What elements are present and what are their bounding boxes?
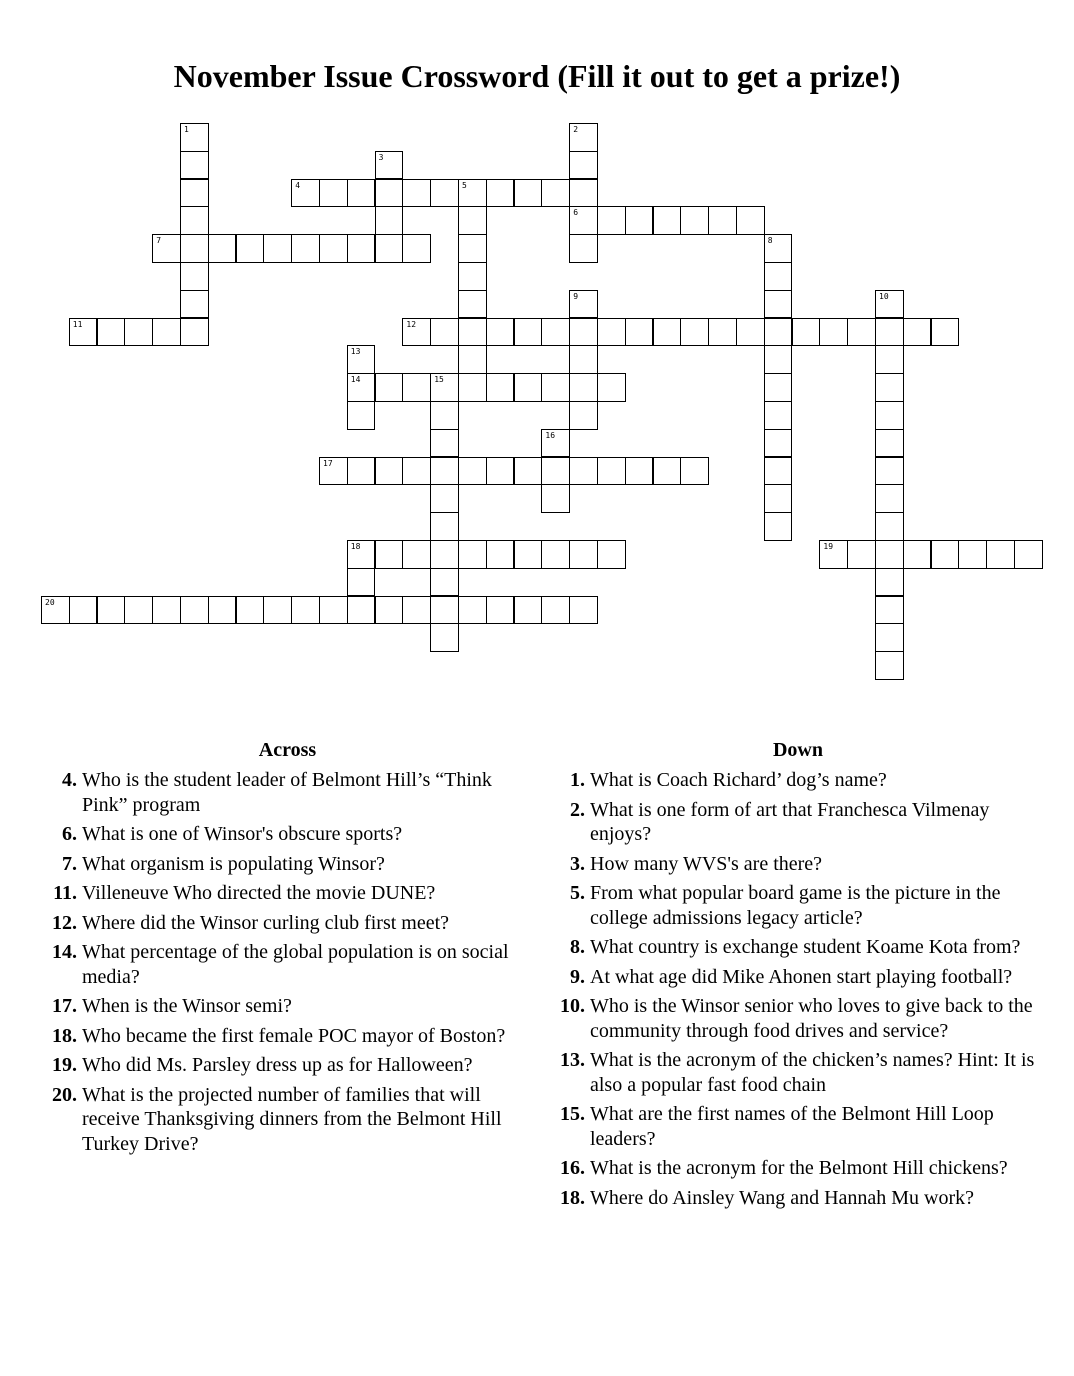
grid-cell[interactable] bbox=[764, 234, 793, 263]
clue-down-2 bbox=[548, 798, 1048, 847]
grid-cell[interactable] bbox=[347, 373, 376, 402]
cell-number: 2 bbox=[573, 125, 579, 134]
grid-cell[interactable] bbox=[875, 568, 904, 597]
grid-cell[interactable] bbox=[236, 234, 265, 263]
clue-text: How many WVS's are there? bbox=[590, 852, 823, 875]
grid-cell[interactable] bbox=[597, 318, 626, 347]
grid-cell[interactable] bbox=[569, 123, 598, 152]
cell-number: 9 bbox=[573, 291, 579, 301]
grid-cell[interactable] bbox=[541, 484, 570, 513]
grid-cell[interactable] bbox=[458, 457, 487, 486]
grid-cell[interactable] bbox=[291, 179, 320, 208]
grid-cell[interactable] bbox=[402, 540, 431, 569]
grid-cell[interactable] bbox=[736, 206, 765, 235]
grid-cell[interactable] bbox=[875, 318, 904, 347]
grid-cell[interactable] bbox=[180, 179, 209, 208]
grid-cell[interactable] bbox=[514, 318, 543, 347]
clue-text: What is the acronym for the Belmont Hill chickens? bbox=[590, 1157, 1008, 1179]
grid-cell[interactable] bbox=[680, 206, 709, 235]
grid-cell[interactable] bbox=[347, 234, 376, 263]
cell-number: 16 bbox=[545, 430, 556, 440]
clue-across-4 bbox=[40, 768, 520, 817]
cell-number: 19 bbox=[823, 542, 834, 551]
grid-cell[interactable] bbox=[875, 345, 904, 374]
grid-cell[interactable] bbox=[430, 512, 459, 541]
clue-number: 18. bbox=[560, 1186, 585, 1209]
grid-cell[interactable] bbox=[180, 234, 209, 263]
clue-number: 9. bbox=[570, 965, 585, 988]
grid-cell[interactable] bbox=[875, 373, 904, 402]
grid-cell[interactable] bbox=[569, 318, 598, 347]
grid-cell[interactable] bbox=[903, 318, 932, 347]
grid-cell[interactable] bbox=[514, 596, 543, 625]
grid-cell[interactable] bbox=[124, 318, 153, 347]
grid-cell[interactable] bbox=[514, 373, 543, 402]
clue-number: 13. bbox=[560, 1049, 585, 1071]
clue-across-17 bbox=[40, 994, 520, 1019]
grid-cell[interactable] bbox=[375, 234, 404, 263]
grid-cell[interactable] bbox=[903, 540, 932, 569]
grid-cell[interactable] bbox=[319, 179, 348, 208]
grid-cell[interactable] bbox=[208, 234, 237, 263]
clue-text: When is the Winsor semi? bbox=[82, 995, 292, 1017]
grid-cell[interactable] bbox=[708, 318, 737, 347]
grid-cell[interactable] bbox=[680, 318, 709, 347]
grid-cell[interactable] bbox=[541, 373, 570, 402]
grid-cell[interactable] bbox=[875, 596, 904, 625]
clue-across-12 bbox=[40, 911, 520, 936]
clue-number: 20. bbox=[52, 1083, 77, 1106]
grid-cell[interactable] bbox=[152, 596, 181, 625]
grid-cell[interactable] bbox=[458, 540, 487, 569]
grid-cell[interactable] bbox=[764, 457, 793, 486]
grid-cell[interactable] bbox=[152, 234, 181, 263]
grid-cell[interactable] bbox=[430, 179, 459, 208]
clue-number: 2. bbox=[570, 798, 585, 821]
grid-cell[interactable] bbox=[458, 234, 487, 263]
cell-number: 7 bbox=[156, 236, 162, 246]
clue-number: 14. bbox=[52, 941, 77, 963]
grid-cell[interactable] bbox=[152, 318, 181, 347]
grid-cell[interactable] bbox=[541, 540, 570, 569]
grid-cell[interactable] bbox=[430, 429, 459, 458]
grid-cell[interactable] bbox=[1014, 540, 1043, 569]
grid-cell[interactable] bbox=[430, 373, 459, 402]
down-clues bbox=[548, 738, 1048, 1215]
grid-cell[interactable] bbox=[792, 318, 821, 347]
clue-number: 5. bbox=[570, 882, 585, 904]
grid-cell[interactable] bbox=[819, 540, 848, 569]
grid-cell[interactable] bbox=[347, 457, 376, 486]
grid-cell[interactable] bbox=[486, 540, 515, 569]
clue-number: 16. bbox=[560, 1157, 585, 1179]
grid-cell[interactable] bbox=[458, 596, 487, 625]
clue-across-11 bbox=[40, 881, 520, 906]
grid-cell[interactable] bbox=[875, 401, 904, 430]
grid-cell[interactable] bbox=[875, 651, 904, 680]
cell-number: 20 bbox=[45, 597, 55, 607]
grid-cell[interactable] bbox=[569, 457, 598, 486]
cell-number: 8 bbox=[767, 236, 773, 246]
grid-cell[interactable] bbox=[458, 345, 487, 374]
grid-cell[interactable] bbox=[819, 318, 848, 347]
grid-cell[interactable] bbox=[375, 151, 404, 180]
grid-cell[interactable] bbox=[597, 206, 626, 235]
grid-cell[interactable] bbox=[402, 457, 431, 486]
grid-cell[interactable] bbox=[764, 318, 793, 347]
clue-down-10 bbox=[548, 994, 1048, 1043]
cell-number: 1 bbox=[184, 125, 189, 134]
clue-text: From what popular board game is the picture in the college admissions legacy article? bbox=[590, 882, 1001, 929]
clue-across-18 bbox=[40, 1024, 520, 1049]
grid-cell[interactable] bbox=[180, 290, 209, 319]
cell-number: 10 bbox=[879, 291, 889, 301]
grid-cell[interactable] bbox=[764, 373, 793, 402]
grid-cell[interactable] bbox=[986, 540, 1015, 569]
grid-cell[interactable] bbox=[486, 457, 515, 486]
clue-text: Who did Ms. Parsley dress up as for Halloween? bbox=[82, 1054, 473, 1076]
grid-cell[interactable] bbox=[569, 596, 598, 625]
grid-cell[interactable] bbox=[263, 234, 292, 263]
clue-text: At what age did Mike Ahonen start playing football? bbox=[590, 965, 1013, 988]
grid-cell[interactable] bbox=[69, 596, 98, 625]
grid-cell[interactable] bbox=[875, 484, 904, 513]
grid-cell[interactable] bbox=[124, 596, 153, 625]
grid-cell[interactable] bbox=[402, 318, 431, 347]
clue-number: 3. bbox=[570, 852, 585, 875]
cell-number: 18 bbox=[350, 542, 361, 551]
grid-cell[interactable] bbox=[430, 457, 459, 486]
grid-cell[interactable] bbox=[847, 540, 876, 569]
grid-cell[interactable] bbox=[569, 290, 598, 319]
grid-cell[interactable] bbox=[430, 568, 459, 597]
grid-cell[interactable] bbox=[375, 373, 404, 402]
grid-cell[interactable] bbox=[97, 318, 126, 347]
clue-down-8 bbox=[548, 935, 1048, 960]
grid-cell[interactable] bbox=[708, 206, 737, 235]
clue-number: 7. bbox=[62, 852, 77, 875]
grid-cell[interactable] bbox=[625, 457, 654, 486]
grid-cell[interactable] bbox=[569, 540, 598, 569]
cell-number: 5 bbox=[462, 180, 467, 190]
grid-cell[interactable] bbox=[486, 179, 515, 208]
grid-cell[interactable] bbox=[263, 596, 292, 625]
grid-cell[interactable] bbox=[347, 540, 376, 569]
grid-cell[interactable] bbox=[569, 179, 598, 208]
grid-cell[interactable] bbox=[458, 206, 487, 235]
clue-down-5 bbox=[548, 881, 1048, 930]
cell-number: 13 bbox=[350, 347, 361, 357]
cell-number: 3 bbox=[378, 152, 384, 162]
clue-down-13 bbox=[548, 1048, 1048, 1097]
grid-cell[interactable] bbox=[375, 206, 404, 235]
grid-cell[interactable] bbox=[764, 345, 793, 374]
grid-cell[interactable] bbox=[458, 373, 487, 402]
clue-number: 1. bbox=[570, 769, 585, 791]
grid-cell[interactable] bbox=[680, 457, 709, 486]
across-heading: Across bbox=[258, 739, 317, 761]
grid-cell[interactable] bbox=[764, 512, 793, 541]
clue-number: 4. bbox=[62, 769, 77, 791]
grid-cell[interactable] bbox=[375, 596, 404, 625]
clue-across-7 bbox=[40, 852, 520, 877]
grid-cell[interactable] bbox=[208, 596, 237, 625]
cell-number: 12 bbox=[406, 319, 417, 329]
clue-number: 17. bbox=[52, 995, 77, 1017]
grid-cell[interactable] bbox=[402, 373, 431, 402]
across-clues bbox=[40, 738, 520, 1161]
grid-cell[interactable] bbox=[569, 234, 598, 263]
grid-cell[interactable] bbox=[430, 623, 459, 652]
clue-number: 15. bbox=[560, 1103, 585, 1125]
grid-cell[interactable] bbox=[180, 206, 209, 235]
clue-number: 10. bbox=[560, 995, 585, 1017]
clue-text: What are the first names of the Belmont Hill Loop leaders? bbox=[590, 1103, 994, 1150]
grid-cell[interactable] bbox=[347, 568, 376, 597]
grid-cell[interactable] bbox=[458, 179, 487, 208]
grid-cell[interactable] bbox=[430, 401, 459, 430]
clue-down-16 bbox=[548, 1156, 1048, 1181]
grid-cell[interactable] bbox=[236, 596, 265, 625]
grid-cell[interactable] bbox=[764, 290, 793, 319]
grid-cell[interactable] bbox=[486, 596, 515, 625]
grid-cell[interactable] bbox=[569, 345, 598, 374]
grid-cell[interactable] bbox=[541, 457, 570, 486]
grid-cell[interactable] bbox=[653, 457, 682, 486]
cell-number: 4 bbox=[295, 180, 301, 190]
grid-cell[interactable] bbox=[569, 206, 598, 235]
clue-text: What organism is populating Winsor? bbox=[82, 852, 385, 875]
grid-cell[interactable] bbox=[430, 596, 459, 625]
clue-down-3 bbox=[548, 852, 1048, 877]
grid-cell[interactable] bbox=[875, 429, 904, 458]
grid-cell[interactable] bbox=[97, 596, 126, 625]
grid-cell[interactable] bbox=[69, 318, 98, 347]
grid-cell[interactable] bbox=[319, 234, 348, 263]
grid-cell[interactable] bbox=[430, 318, 459, 347]
grid-cell[interactable] bbox=[764, 429, 793, 458]
grid-cell[interactable] bbox=[875, 290, 904, 319]
grid-cell[interactable] bbox=[541, 596, 570, 625]
grid-cell[interactable] bbox=[653, 318, 682, 347]
clue-text: Villeneuve Who directed the movie DUNE? bbox=[82, 882, 436, 904]
clue-down-18 bbox=[548, 1186, 1048, 1211]
grid-cell[interactable] bbox=[486, 373, 515, 402]
grid-cell[interactable] bbox=[319, 596, 348, 625]
grid-cell[interactable] bbox=[402, 596, 431, 625]
grid-cell[interactable] bbox=[319, 457, 348, 486]
clue-text: Where do Ainsley Wang and Hannah Mu work? bbox=[590, 1186, 975, 1209]
clue-down-15 bbox=[548, 1102, 1048, 1151]
clue-across-19 bbox=[40, 1053, 520, 1078]
grid-cell[interactable] bbox=[736, 318, 765, 347]
clue-down-9 bbox=[548, 965, 1048, 990]
grid-cell[interactable] bbox=[875, 457, 904, 486]
grid-cell[interactable] bbox=[180, 262, 209, 291]
clue-number: 12. bbox=[52, 911, 77, 934]
clue-text: What is one form of art that Franchesca Vilmenay enjoys? bbox=[590, 798, 990, 845]
grid-cell[interactable] bbox=[569, 373, 598, 402]
cell-number: 6 bbox=[573, 208, 579, 218]
clue-number: 8. bbox=[570, 936, 585, 958]
grid-cell[interactable] bbox=[875, 623, 904, 652]
clue-across-20 bbox=[40, 1083, 520, 1157]
grid-cell[interactable] bbox=[430, 484, 459, 513]
grid-cell[interactable] bbox=[41, 596, 70, 625]
cell-number: 17 bbox=[323, 458, 333, 468]
grid-cell[interactable] bbox=[458, 290, 487, 319]
grid-cell[interactable] bbox=[291, 596, 320, 625]
grid-cell[interactable] bbox=[430, 540, 459, 569]
clue-down-1 bbox=[548, 768, 1048, 793]
clue-text: What country is exchange student Koame Kota from? bbox=[590, 936, 1021, 958]
grid-cell[interactable] bbox=[569, 401, 598, 430]
grid-cell[interactable] bbox=[402, 234, 431, 263]
clue-text: Who became the first female POC mayor of Boston? bbox=[82, 1024, 506, 1047]
clue-text: What is the projected number of families that will receive Thanksgiving dinners from the Belmont Hill Turkey Drive? bbox=[82, 1083, 502, 1155]
grid-cell[interactable] bbox=[458, 318, 487, 347]
grid-cell[interactable] bbox=[931, 540, 960, 569]
cell-number: 15 bbox=[434, 375, 444, 385]
grid-cell[interactable] bbox=[597, 540, 626, 569]
grid-cell[interactable] bbox=[458, 262, 487, 291]
grid-cell[interactable] bbox=[875, 540, 904, 569]
grid-cell[interactable] bbox=[347, 179, 376, 208]
grid-cell[interactable] bbox=[569, 151, 598, 180]
cell-number: 11 bbox=[72, 319, 83, 329]
grid-cell[interactable] bbox=[625, 318, 654, 347]
clue-across-6 bbox=[40, 822, 520, 847]
grid-cell[interactable] bbox=[597, 373, 626, 402]
grid-cell[interactable] bbox=[764, 401, 793, 430]
grid-cell[interactable] bbox=[764, 484, 793, 513]
clue-number: 6. bbox=[62, 823, 77, 845]
clue-number: 19. bbox=[52, 1054, 77, 1076]
clue-text: Who is the student leader of Belmont Hill’s “Think Pink” program bbox=[82, 769, 492, 816]
grid-cell[interactable] bbox=[653, 206, 682, 235]
grid-cell[interactable] bbox=[764, 262, 793, 291]
grid-cell[interactable] bbox=[347, 596, 376, 625]
clue-text: What is one of Winsor's obscure sports? bbox=[82, 823, 403, 845]
cell-number: 14 bbox=[350, 375, 361, 385]
grid-cell[interactable] bbox=[847, 318, 876, 347]
grid-cell[interactable] bbox=[597, 457, 626, 486]
clue-number: 11. bbox=[53, 882, 77, 904]
clue-across-14 bbox=[40, 940, 520, 989]
grid-cell[interactable] bbox=[180, 123, 209, 152]
clue-number: 18. bbox=[52, 1024, 77, 1047]
grid-cell[interactable] bbox=[347, 345, 376, 374]
grid-cell[interactable] bbox=[375, 457, 404, 486]
down-heading: Down bbox=[772, 739, 823, 761]
grid-cell[interactable] bbox=[347, 401, 376, 430]
puzzle-title: November Issue Crossword (Fill it out to get a prize!) bbox=[173, 58, 901, 94]
clue-text: Who is the Winsor senior who loves to give back to the community through food drives and service? bbox=[590, 995, 1033, 1042]
grid-cell[interactable] bbox=[180, 318, 209, 347]
grid-cell[interactable] bbox=[541, 179, 570, 208]
clue-text: What percentage of the global population is on social media? bbox=[82, 941, 509, 988]
grid-cell[interactable] bbox=[625, 206, 654, 235]
grid-cell[interactable] bbox=[180, 596, 209, 625]
grid-cell[interactable] bbox=[375, 540, 404, 569]
grid-cell[interactable] bbox=[402, 179, 431, 208]
grid-cell[interactable] bbox=[180, 151, 209, 180]
grid-cell[interactable] bbox=[514, 179, 543, 208]
grid-cell[interactable] bbox=[514, 540, 543, 569]
grid-cell[interactable] bbox=[541, 318, 570, 347]
grid-cell[interactable] bbox=[486, 318, 515, 347]
grid-cell[interactable] bbox=[875, 512, 904, 541]
grid-cell[interactable] bbox=[931, 318, 960, 347]
grid-cell[interactable] bbox=[514, 457, 543, 486]
grid-cell[interactable] bbox=[958, 540, 987, 569]
clue-text: What is the acronym of the chicken’s names? Hint: It is also a popular fast food chain bbox=[590, 1049, 1035, 1096]
clue-text: What is Coach Richard’ dog’s name? bbox=[590, 769, 887, 791]
clue-text: Where did the Winsor curling club first meet? bbox=[82, 911, 450, 934]
grid-cell[interactable] bbox=[541, 429, 570, 458]
grid-cell[interactable] bbox=[291, 234, 320, 263]
grid-cell[interactable] bbox=[375, 179, 404, 208]
